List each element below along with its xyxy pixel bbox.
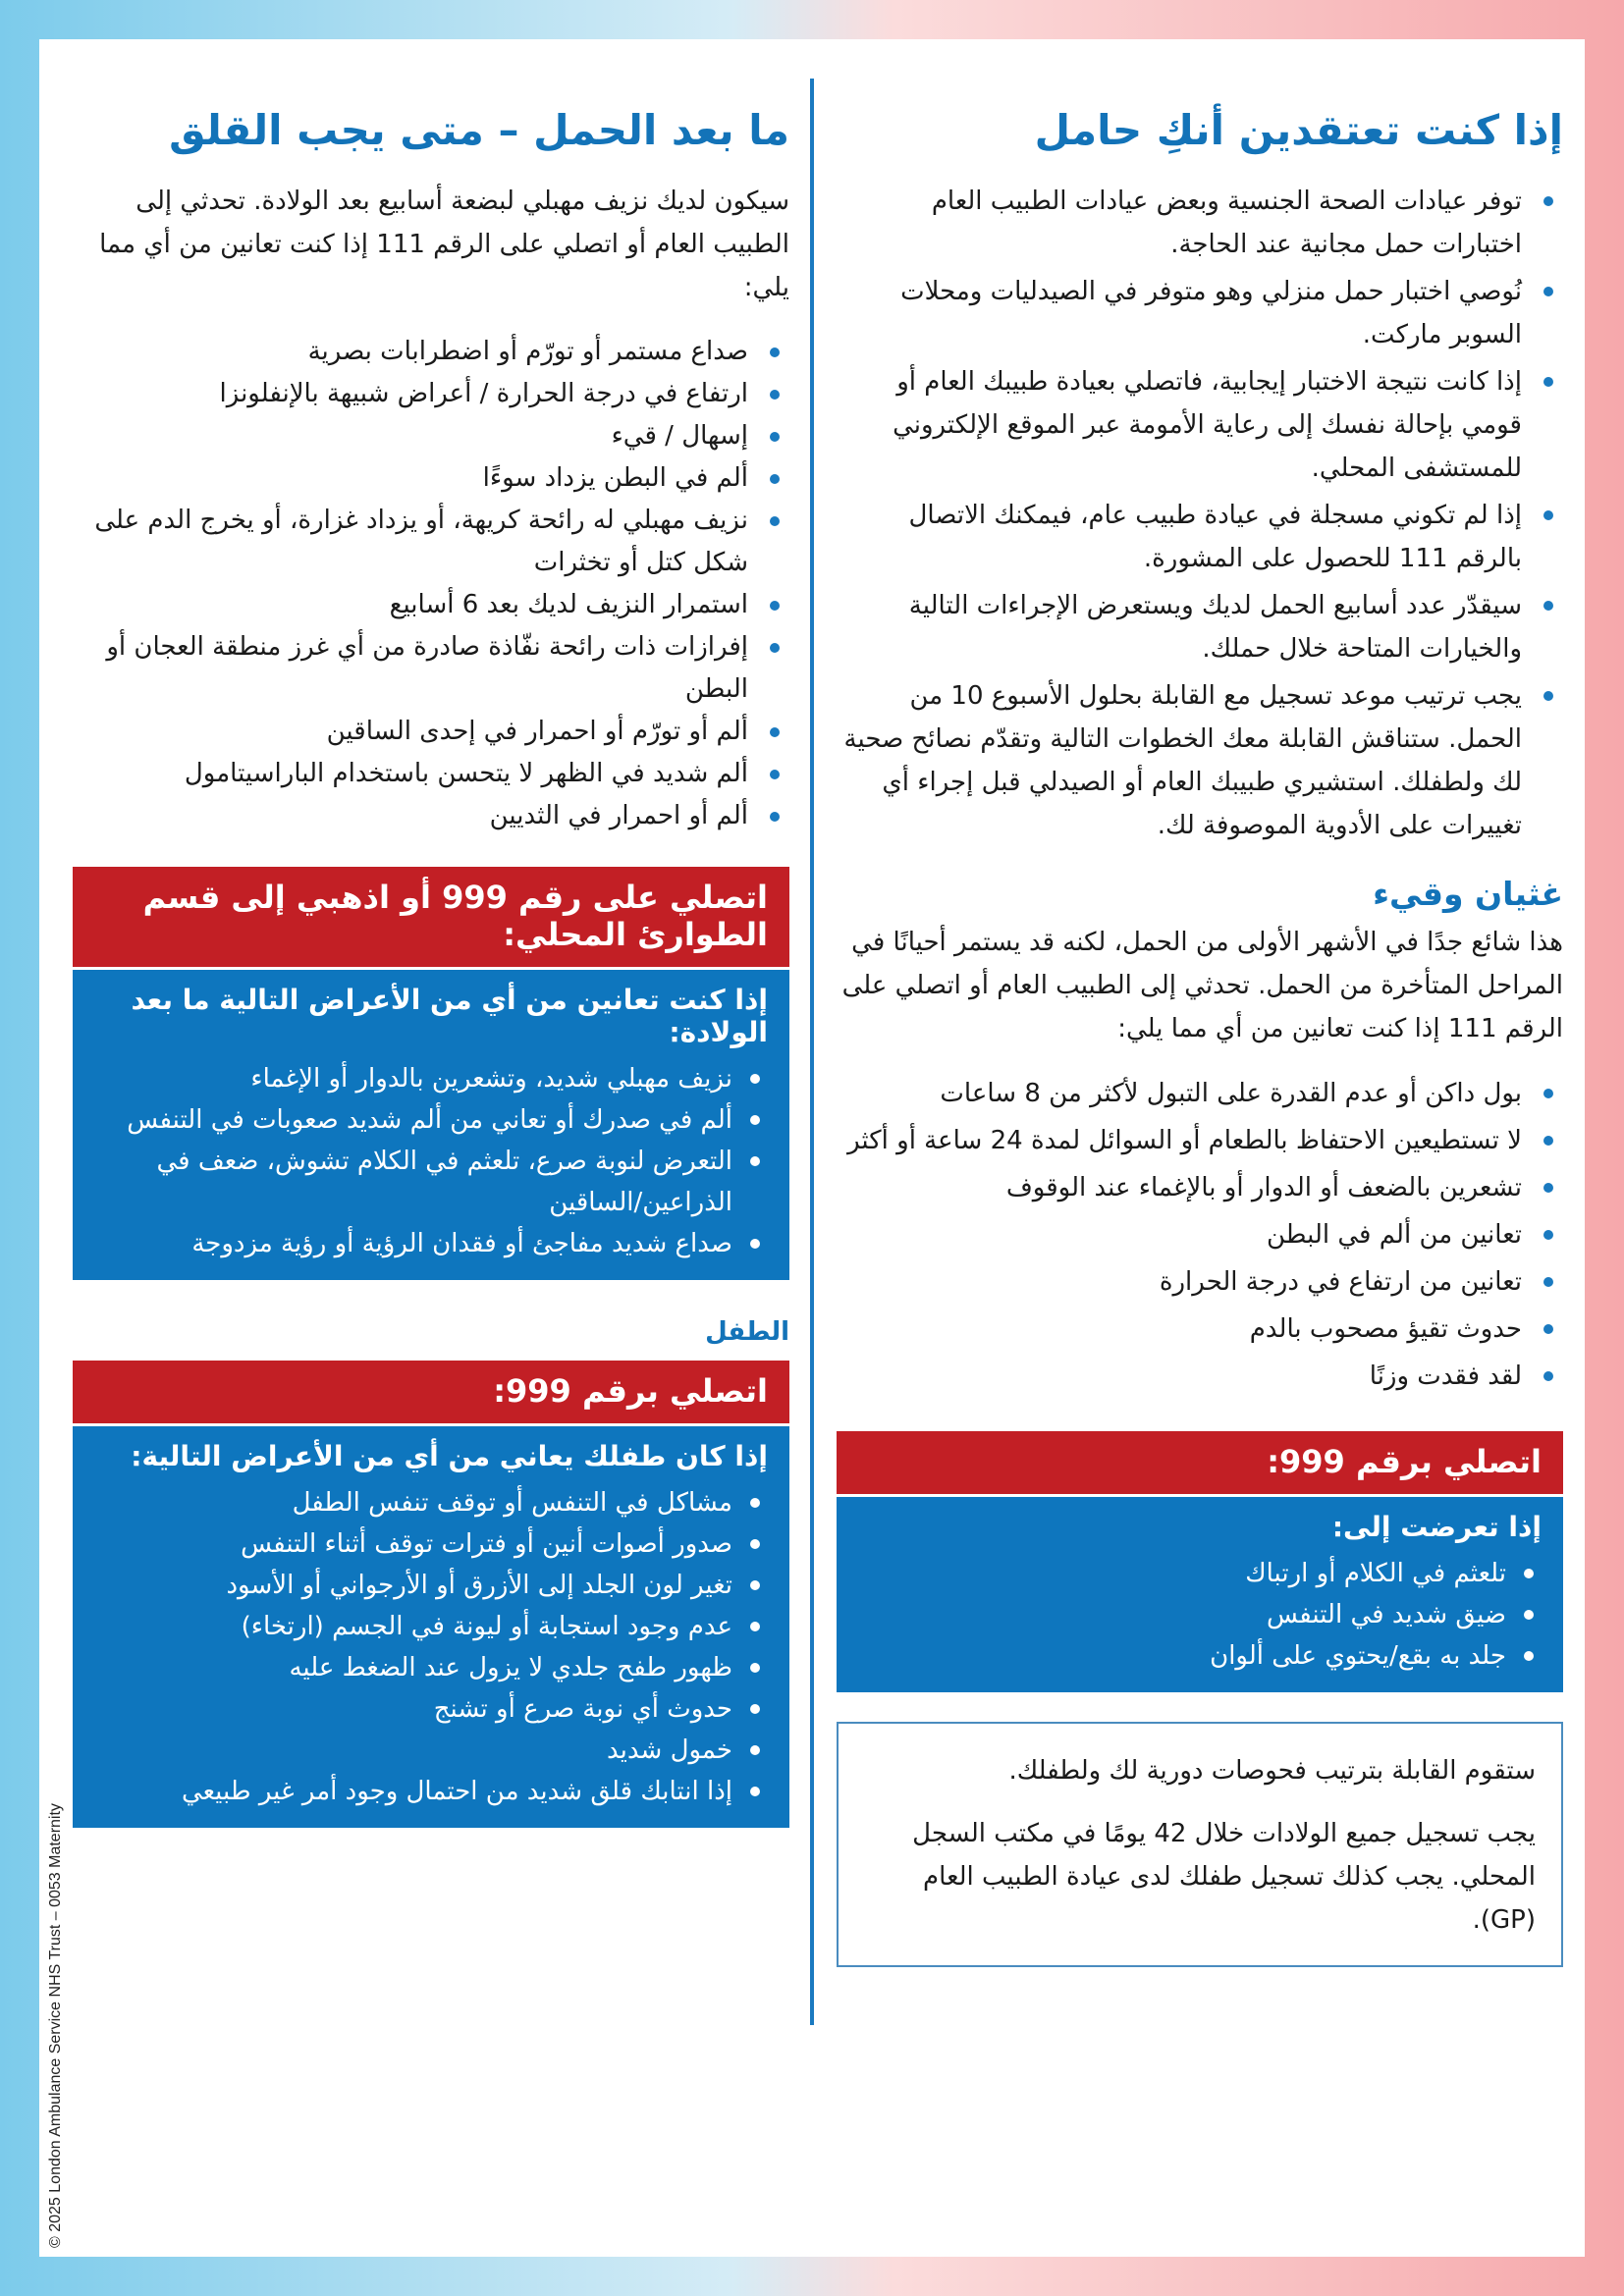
list-item: ظهور طفح جلدي لا يزول عند الضغط عليه xyxy=(94,1647,768,1688)
list-item: لا تستطيعين الاحتفاظ بالطعام أو السوائل لمدة 24 ساعة أو أكثر xyxy=(837,1119,1563,1162)
alert-subheading: إذا كنت تعانين من أي من الأعراض التالية ما بعد الولادة: xyxy=(131,984,768,1048)
pregnancy-list xyxy=(837,180,1563,847)
alert-list xyxy=(73,1476,789,1828)
list-item: إفرازات ذات رائحة نفّاذة صادرة من أي غرز منطقة العجان أو البطن xyxy=(73,626,789,711)
alert-list xyxy=(837,1547,1563,1692)
nausea-list xyxy=(837,1072,1563,1398)
list-item: بول داكن أو عدم القدرة على التبول لأكثر من 8 ساعات xyxy=(837,1072,1563,1115)
alert-list xyxy=(73,1052,789,1280)
list-item: ارتفاع في درجة الحرارة / أعراض شبيهة بالإنفلونزا xyxy=(73,373,789,415)
list-item: عدم وجود استجابة أو ليونة في الجسم (ارتخاء) xyxy=(94,1606,768,1647)
column-divider xyxy=(810,79,814,2025)
list-item: التعرض لنوبة صرع، تلعثم في الكلام تشوش، ضعف في الذراعين/الساقين xyxy=(94,1141,768,1223)
document-page xyxy=(39,39,1585,2257)
list-item: جلد به بقع/يحتوي على ألوان xyxy=(858,1635,1542,1677)
right-column xyxy=(837,69,1563,1967)
list-item: مشاكل في التنفس أو توقف تنفس الطفل xyxy=(94,1482,768,1523)
list-item: ألم أو تورّم أو احمرار في إحدى الساقين xyxy=(73,711,789,753)
list-item: حدوث أي نوبة صرع أو تشنج xyxy=(94,1688,768,1730)
list-item: حدوث تقيؤ مصحوب بالدم xyxy=(837,1308,1563,1351)
left-column xyxy=(73,69,789,1828)
list-item: ضيق شديد في التنفس xyxy=(858,1594,1542,1635)
list-item: استمرار النزيف لديك بعد 6 أسابيع xyxy=(73,584,789,626)
list-item: إذا انتابك قلق شديد من احتمال وجود أمر غير طبيعي xyxy=(94,1771,768,1812)
list-item: تعانين من ارتفاع في درجة الحرارة xyxy=(837,1260,1563,1304)
nausea-intro: هذا شائع جدًا في الأشهر الأولى من الحمل، لكنه قد يستمر أحيانًا في المراحل المتأخرة من الحمل. تحدثي إلى الطبيب العام أو اتصلي على الرقم 111 إذا كنت تعانين من أي مما يلي: xyxy=(841,928,1563,1043)
baby-section-label: الطفل xyxy=(705,1317,789,1347)
list-item: صداع مستمر أو تورّم أو اضطرابات بصرية xyxy=(73,331,789,373)
baby-emergency-alert xyxy=(73,1361,789,1828)
list-item: خمول شديد xyxy=(94,1730,768,1771)
pregnancy-heading: إذا كنت تعتقدين أنكِ حامل xyxy=(1034,106,1563,154)
info-paragraph: يجب تسجيل جميع الولادات خلال 42 يومًا في مكتب السجل المحلي. يجب كذلك تسجيل طفلك لدى عيادة الطبيب العام (GP). xyxy=(912,1819,1536,1935)
list-item: صداع شديد مفاجئ أو فقدان الرؤية أو رؤية مزدوجة xyxy=(94,1223,768,1264)
list-item: سيقدّر عدد أسابيع الحمل لديك ويستعرض الإجراءات التالية والخيارات المتاحة خلال حملك. xyxy=(837,584,1563,670)
registration-info-box xyxy=(837,1722,1563,1967)
list-item: صدور أصوات أنين أو فترات توقف أثناء التنفس xyxy=(94,1523,768,1565)
nausea-heading: غثيان وقيء xyxy=(1373,875,1563,913)
list-item: ألم شديد في الظهر لا يتحسن باستخدام الباراسيتامول xyxy=(73,753,789,795)
alert-subheading: إذا تعرضت إلى: xyxy=(1331,1511,1542,1543)
postnatal-list xyxy=(73,331,789,837)
alert-subheading: إذا كان طفلك يعاني من أي من الأعراض التالية: xyxy=(131,1440,768,1472)
postnatal-emergency-alert xyxy=(73,867,789,1280)
list-item: نزيف مهبلي شديد، وتشعرين بالدوار أو الإغماء xyxy=(94,1058,768,1099)
list-item: يجب ترتيب موعد تسجيل مع القابلة بحلول الأسبوع 10 من الحمل. ستناقش القابلة معك الخطوات التالية وتقدّم نصائح صحية لك ولطفلك. استشيري طبيبك العام أو الصيدلي قبل إجراء أي تغييرات على الأدوية الموصوفة لك. xyxy=(837,674,1563,847)
list-item: تشعرين بالضعف أو الدوار أو بالإغماء عند الوقوف xyxy=(837,1166,1563,1209)
alert-header: اتصلي برقم 999: xyxy=(837,1431,1563,1497)
alert-header: اتصلي برقم 999: xyxy=(73,1361,789,1426)
postnatal-heading: ما بعد الحمل – متى يجب القلق xyxy=(169,106,789,154)
copyright-notice: © 2025 London Ambulance Service NHS Trust – 0053 Maternity xyxy=(47,1803,64,2248)
list-item: تغير لون الجلد إلى الأزرق أو الأرجواني أو الأسود xyxy=(94,1565,768,1606)
emergency-alert-box xyxy=(837,1431,1563,1692)
list-item: نُوصي اختبار حمل منزلي وهو متوفر في الصيدليات ومحلات السوبر ماركت. xyxy=(837,270,1563,356)
info-paragraph: ستقوم القابلة بترتيب فحوصات دورية لك ولطفلك. xyxy=(1008,1756,1536,1786)
list-item: تلعثم في الكلام أو ارتباك xyxy=(858,1553,1542,1594)
list-item: ألم في البطن يزداد سوءًا xyxy=(73,457,789,500)
list-item: ألم أو احمرار في الثديين xyxy=(73,795,789,837)
list-item: لقد فقدت وزنًا xyxy=(837,1355,1563,1398)
list-item: تعانين من ألم في البطن xyxy=(837,1213,1563,1256)
list-item: إسهال / قيء xyxy=(73,415,789,457)
alert-header: اتصلي على رقم 999 أو اذهبي إلى قسم الطوارئ المحلي: xyxy=(73,867,789,970)
list-item: إذا كانت نتيجة الاختبار إيجابية، فاتصلي بعيادة طبيبك العام أو قومي بإحالة نفسك إلى رعاية الأمومة عبر الموقع الإلكتروني للمستشفى المحلي. xyxy=(837,360,1563,490)
list-item: توفر عيادات الصحة الجنسية وبعض عيادات الطبيب العام اختبارات حمل مجانية عند الحاجة. xyxy=(837,180,1563,266)
list-item: إذا لم تكوني مسجلة في عيادة طبيب عام، فيمكنك الاتصال بالرقم 111 للحصول على المشورة. xyxy=(837,494,1563,580)
list-item: ألم في صدرك أو تعاني من ألم شديد صعوبات في التنفس xyxy=(94,1099,768,1141)
postnatal-intro: سيكون لديك نزيف مهبلي لبضعة أسابيع بعد الولادة. تحدثي إلى الطبيب العام أو اتصلي على الرقم 111 إذا كنت تعانين من أي مما يلي: xyxy=(99,187,789,302)
list-item: نزيف مهبلي له رائحة كريهة، أو يزداد غزارة، أو يخرج الدم على شكل كتل أو تخثرات xyxy=(73,500,789,584)
